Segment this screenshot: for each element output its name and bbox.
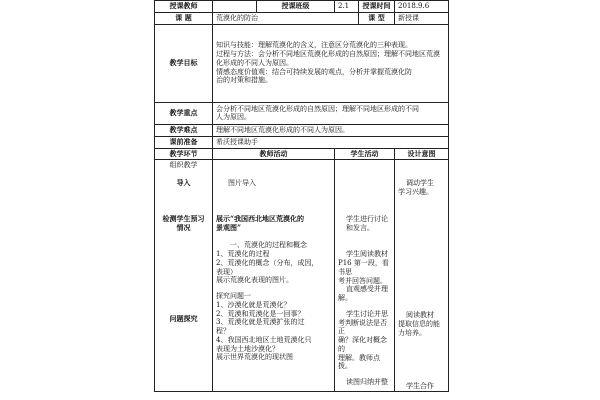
key-points-line: 人为原因。 <box>216 113 251 122</box>
explore-teacher-line: 表现为土地沙漠化？ <box>216 344 279 353</box>
check-label-line: 检测学生预习 <box>162 214 205 224</box>
col-stage: 教学环节 <box>155 148 213 160</box>
teacher-column <box>213 160 335 392</box>
intro-teacher: 图片导入 <box>228 179 256 188</box>
goals-content <box>213 24 449 102</box>
type-label: 课 型 <box>359 12 395 24</box>
intro-label: 导入 <box>176 178 191 188</box>
explore-teacher-line: 探究问题一 <box>216 292 251 300</box>
check-teacher <box>216 215 331 241</box>
explore-design <box>398 311 445 390</box>
explore-student-line: 解。 <box>338 294 352 302</box>
explore-teacher-line: 展示荒漠化表现的图片。 <box>216 276 293 285</box>
teacher-value <box>213 1 257 13</box>
column-header-row <box>155 148 449 160</box>
key-points-content <box>213 102 449 124</box>
explore-student-line: 考并回答问题。 <box>338 276 387 285</box>
explore-teacher-line: 2、荒漠化的概念（分布，成因， <box>216 258 319 267</box>
check-teacher-line: 景观图” <box>216 223 242 232</box>
col-design: 设计意图 <box>395 148 449 160</box>
topic-row <box>155 12 449 24</box>
goals-line: 治的对策和措施。 <box>216 76 272 85</box>
explore-teacher-line: 表现） <box>216 267 237 276</box>
goals-label: 教学目标 <box>155 24 213 102</box>
preparation-row <box>155 136 449 148</box>
explore-teacher-line: 展示世界荒漠化的现状图 <box>216 353 293 362</box>
organize-label: 组织教学 <box>169 161 198 170</box>
goals-line: 情感态度价值观：结合可持续发展的观点，分析并掌握荒漠化防 <box>216 67 412 76</box>
explore-teacher-line: 一、荒漠化的过程和概念 <box>230 241 307 250</box>
explore-teacher-line: 1、荒漠化的过程 <box>216 250 270 258</box>
explore-student-line: 考判断说法是否正 <box>338 318 387 336</box>
difficulty-content: 理解不同地区荒漠化形成的不同人为原因。 <box>213 124 449 136</box>
check-student <box>338 215 391 241</box>
explore-design-line: 力培养。 <box>398 328 426 337</box>
class-label: 授课班级 <box>257 1 335 13</box>
explore-student-line: 学生阅读教材 <box>346 250 388 259</box>
header-row <box>155 1 449 13</box>
stage-column <box>155 160 213 392</box>
intro-design-line: 学习兴趣。 <box>398 188 433 196</box>
explore-teacher <box>216 241 331 362</box>
explore-teacher-line: 3、荒漠化就是荒漠扩张的过 <box>216 318 305 327</box>
check-label <box>158 215 209 315</box>
topic-label: 课 题 <box>155 12 213 24</box>
goals-line: 过程与方法：会分析不同地区荒漠化形成的自然原因；理解不同地区荒漠 <box>216 50 440 59</box>
topic-value: 荒漠化的防治 <box>213 12 359 24</box>
check-label-line: 情况 <box>176 223 191 232</box>
design-column <box>395 160 449 392</box>
explore-teacher-line: 4、我国西北地区土地荒漠化只 <box>216 335 312 344</box>
explore-teacher-line: 1、沙漠化就是荒漠化？ <box>216 300 291 309</box>
explore-teacher-line: 程？ <box>216 327 230 335</box>
explore-design-line: 学生合作 <box>406 381 434 390</box>
difficulty-label: 教学难点 <box>155 124 213 136</box>
explore-student-line: 直观感受并理 <box>346 285 388 294</box>
student-column <box>335 160 395 392</box>
explore-design-line: 阅读教材 <box>406 311 434 320</box>
check-teacher-line: 展示“我国西北地区荒漠化的 <box>216 214 305 224</box>
col-teacher: 教师活动 <box>213 148 335 160</box>
preparation-content: 希沃授课助手 <box>213 136 449 148</box>
time-value: 2018.9.6 <box>395 1 449 13</box>
teacher-label: 授课教师 <box>155 1 213 13</box>
intro-design <box>398 179 445 215</box>
preparation-label: 课前准备 <box>155 136 213 148</box>
check-student-line: 和发言。 <box>346 224 374 232</box>
explore-teacher-line: 2、荒漠和荒漠化是一回事？ <box>216 309 305 318</box>
explore-student-line: 确？深化对概念的 <box>338 336 387 353</box>
explore-design-line: 提取信息的能 <box>398 320 440 328</box>
key-points-line: 会分析不同地区荒漠化形成的自然原因；理解不同地区形成的不同 <box>216 104 419 113</box>
difficulty-row <box>155 124 449 136</box>
explore-label: 问题探究 <box>169 314 198 324</box>
type-value: 新授课 <box>395 12 449 24</box>
explore-student-line: 读图归纳并整 <box>346 378 388 386</box>
time-label: 授课时间 <box>359 1 395 13</box>
lesson-plan-table <box>154 0 449 392</box>
intro-design-line: 调动学生 <box>406 179 434 188</box>
goals-line: 知识与技能：理解荒漠化的含义，注意区分荒漠化的三种表现。 <box>216 41 412 50</box>
key-points-label: 教学重点 <box>155 102 213 124</box>
activity-row <box>155 160 449 392</box>
explore-student-line: 学生讨论并思 <box>346 309 388 318</box>
key-points-row <box>155 102 449 124</box>
explore-student-line: 理解。教师点拨。 <box>338 353 380 371</box>
class-value: 2.1 <box>335 1 359 13</box>
explore-student <box>338 250 391 387</box>
check-student-line: 学生进行讨论 <box>346 215 388 224</box>
col-student: 学生活动 <box>335 148 395 160</box>
goals-line: 化形成的不同人为原因。 <box>216 58 293 67</box>
explore-student-line: P16 第一段，看书思 <box>338 259 389 276</box>
goals-row <box>155 24 449 102</box>
